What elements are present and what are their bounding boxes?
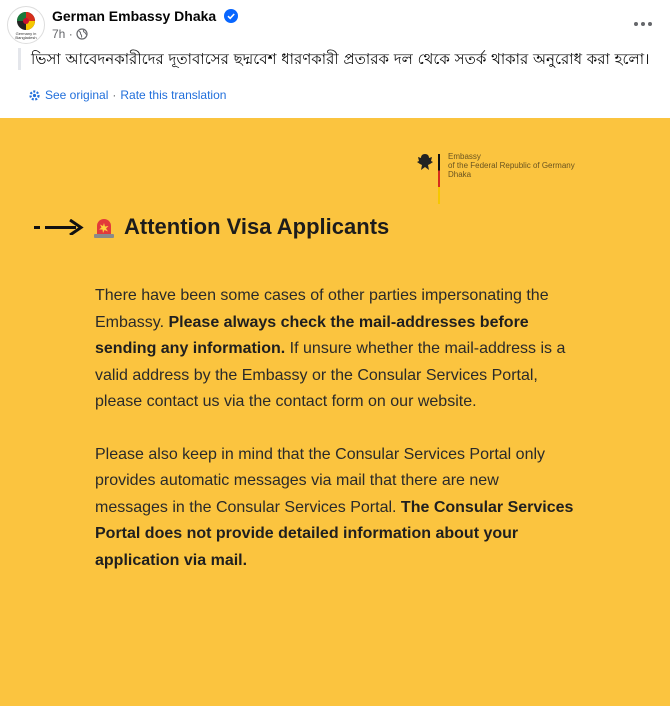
avatar-text-2: in	[33, 31, 37, 36]
p1-text-bold: Please always check the mail-addresses before sending any information.	[95, 313, 529, 357]
post-meta	[52, 27, 88, 41]
gear-icon	[28, 89, 41, 102]
more-options-button[interactable]	[630, 14, 656, 34]
page-name-link[interactable]: German Embassy Dhaka	[52, 8, 217, 24]
logo-line-3: Dhaka	[448, 170, 472, 179]
page-name-row	[52, 8, 238, 24]
notice-body	[95, 283, 575, 600]
p2-text-bold: The Consular Services Portal does not provide detailed information about your application via mail.	[95, 498, 574, 569]
p1-text-c: If unsure whether the mail-address is a valid address by the Embassy or the Consular Services Portal, please contact us via the contact form on our website.	[95, 340, 566, 410]
attention-title: Attention Visa Applicants	[124, 214, 390, 239]
avatar-text-3: Bangladesh	[15, 35, 37, 40]
p1-text-a: There have been some cases of other parties impersonating the Embassy.	[95, 287, 549, 331]
rate-translation-link[interactable]: Rate this translation	[120, 88, 227, 102]
translation-separator: ·	[112, 88, 117, 102]
logo-line-2: of the Federal Republic of Germany	[448, 161, 575, 170]
verified-badge-icon	[224, 9, 238, 23]
post-time[interactable]: 7h	[52, 27, 66, 41]
dashed-arrow-icon	[32, 219, 84, 235]
post-text: ভিসা আবেদনকারীদের দূতাবাসের ছদ্মবেশ ধারণকারী প্রতারক দল থেকে সতর্ক থাকার অনুরোধ করা হলো।	[18, 48, 670, 70]
meta-separator: ·	[68, 27, 73, 41]
eagle-icon	[416, 152, 434, 172]
avatar-text-1: Germany	[15, 31, 33, 36]
siren-icon	[92, 215, 116, 239]
globe-icon	[76, 28, 88, 40]
attention-heading	[32, 214, 389, 240]
translation-bar	[28, 88, 226, 102]
p2-text-a: Please also keep in mind that the Consular Services Portal only provides automatic messages via mail that there are new messages in the Consular Services Portal.	[95, 445, 546, 516]
logo-line-1: Embassy	[448, 152, 481, 161]
post-header	[0, 0, 670, 48]
paragraph-2	[95, 442, 575, 575]
flag-bar	[438, 154, 440, 204]
see-original-link[interactable]: See original	[45, 88, 109, 102]
paragraph-1	[95, 283, 575, 416]
post-image[interactable]	[0, 118, 670, 706]
page-avatar[interactable]	[7, 6, 45, 44]
more-dots-icon	[630, 14, 656, 34]
